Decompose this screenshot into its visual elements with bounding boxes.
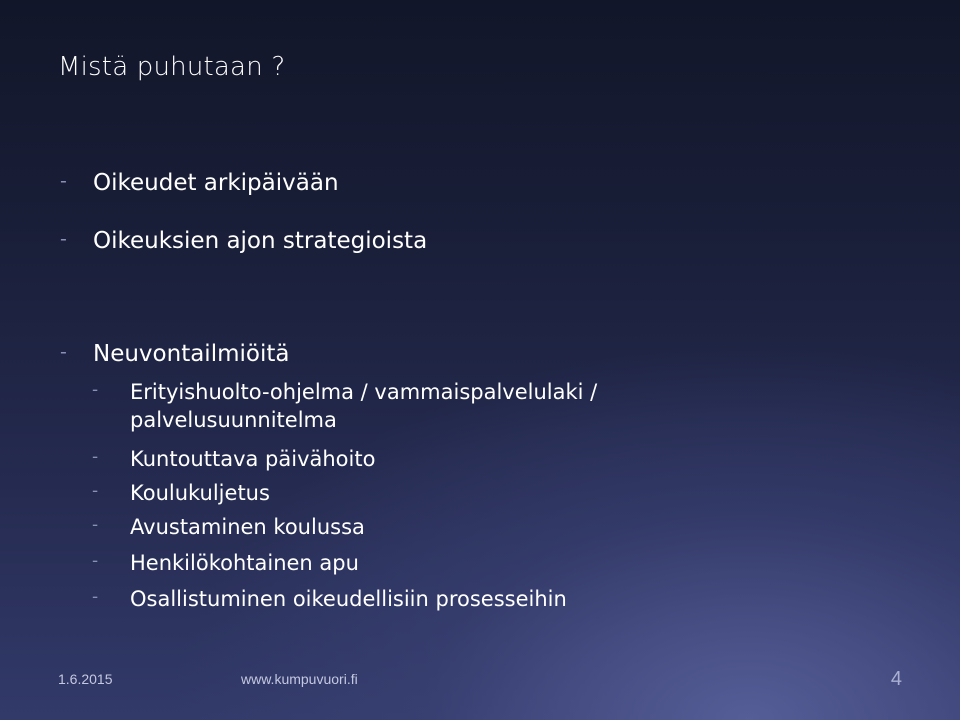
slide-title: Mistä puhutaan ? <box>58 52 286 82</box>
bullet-dash: - <box>92 447 99 467</box>
bullet-heading-text: Neuvontailmiöitä <box>93 341 290 367</box>
bullet-dash: - <box>92 380 99 400</box>
bullet-dash: - <box>92 551 99 571</box>
bullet-dash: - <box>60 170 67 192</box>
sub-bullet-text: Henkilökohtainen apu <box>130 551 359 575</box>
bullet-dash: - <box>60 341 67 363</box>
bullet-dash: - <box>60 228 67 250</box>
sub-bullet-text: Kuntouttava päivähoito <box>130 447 376 471</box>
sub-bullet-text: Avustaminen koulussa <box>130 515 365 539</box>
bullet-dash: - <box>92 587 99 607</box>
page-number: 4 <box>890 668 902 690</box>
sub-bullet-text: Erityishuolto-ohjelma / vammaispalvelulaki / <box>130 380 598 404</box>
bullet-dash: - <box>92 515 99 535</box>
sub-bullet-continuation: palvelusuunnitelma <box>130 408 337 432</box>
bullet-text: Oikeuksien ajon strategioista <box>93 228 428 254</box>
footer-url: www.kumpuvuori.fi <box>241 671 358 687</box>
sub-bullet-text: Osallistuminen oikeudellisiin prosesseihin <box>130 587 567 611</box>
bullet-text: Oikeudet arkipäivään <box>93 170 339 196</box>
footer-date: 1.6.2015 <box>58 671 113 687</box>
sub-bullet-text: Koulukuljetus <box>130 481 270 505</box>
bullet-dash: - <box>92 481 99 501</box>
